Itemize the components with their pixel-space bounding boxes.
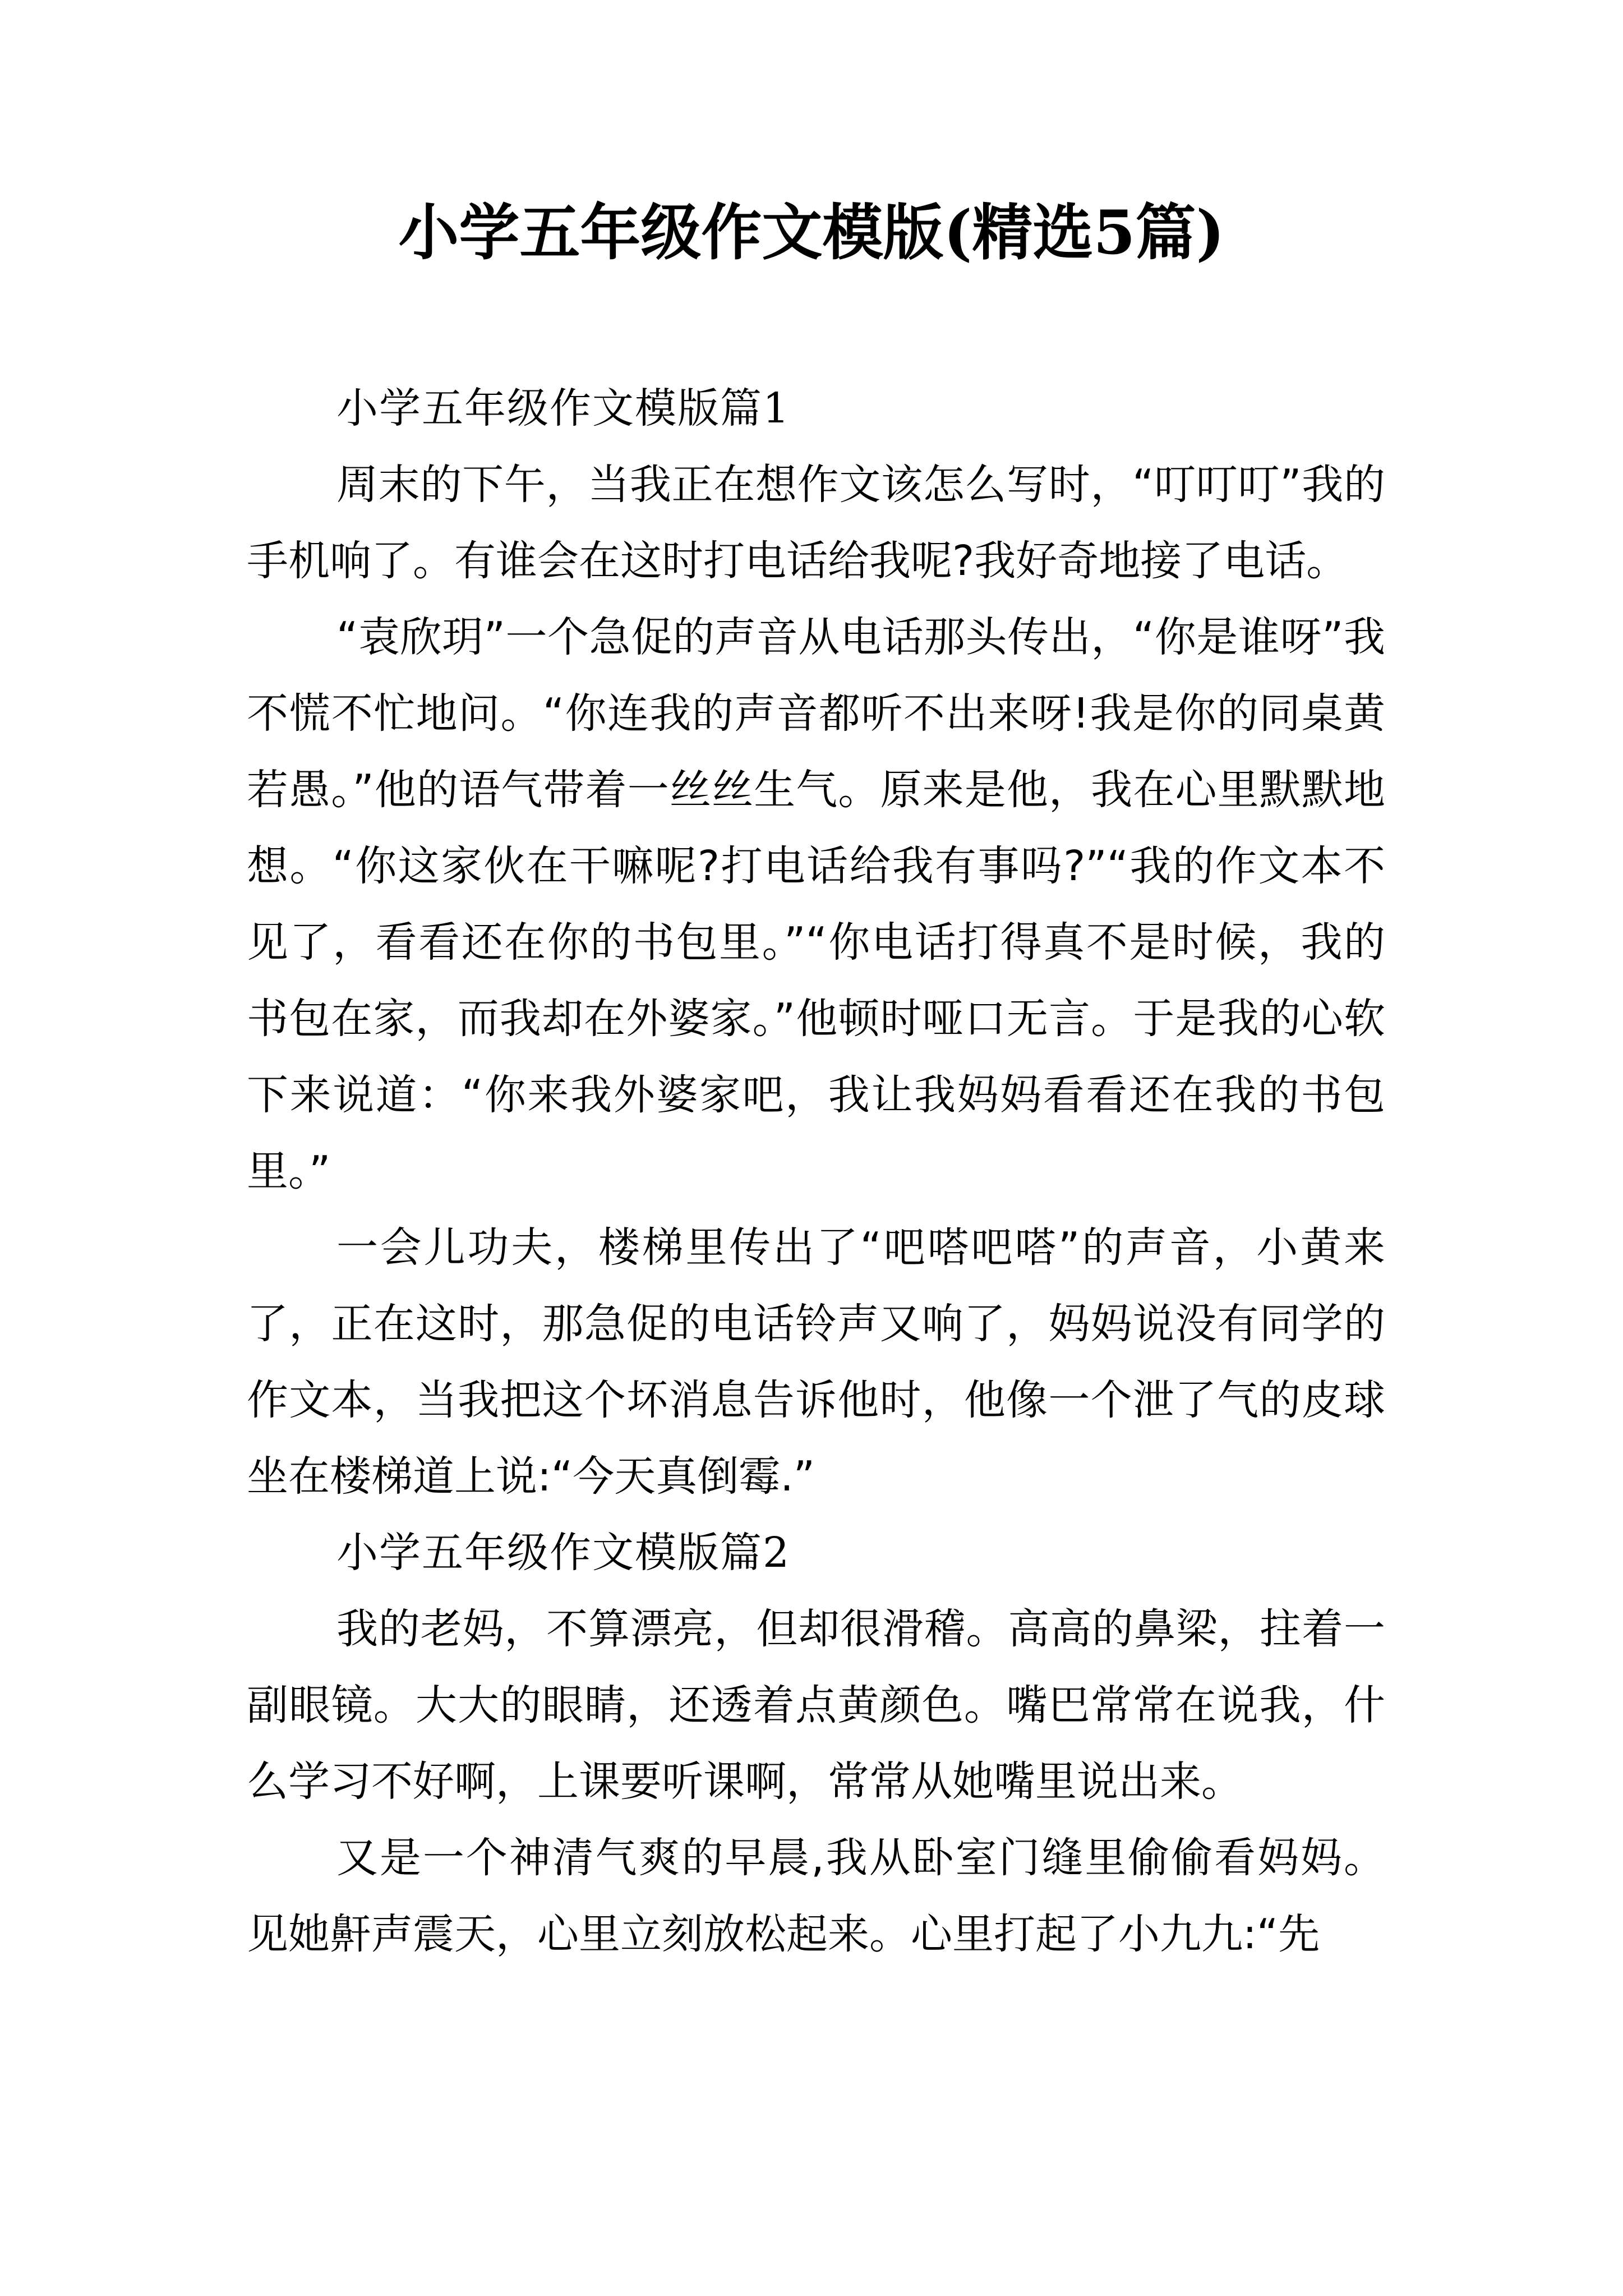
paragraph: “袁欣玥”一个急促的声音从电话那头传出，“你是谁呀”我不慌不忙地问。“你连我的声音都听不出来呀!我是你的同桌黄若愚。”他的语气带着一丝丝生气。原来是他，我在心里默默地想。“你这家伙在干嘛呢?打电话给我有事吗?”“我的作文本不见了，看看还在你的书包里。”“你电话打得真不是时候，我的书包在家，而我却在外婆家。”他顿时哑口无言。于是我的心软下来说道：“你来我外婆家吧，我让我妈妈看看还在我的书包里。”	[247, 613, 1385, 1195]
paragraph: 又是一个神清气爽的早晨,我从卧室门缝里偷偷看妈妈。见她鼾声震天，心里立刻放松起来。心里打起了小九九:“先	[247, 1834, 1385, 1958]
section-heading-1: 小学五年级作文模版篇1	[336, 384, 791, 432]
document-title: 小学五年级作文模版(精选5篇)	[398, 197, 1225, 268]
paragraph: 一会儿功夫，楼梯里传出了“吧嗒吧嗒”的声音，小黄来了，正在这时，那急促的电话铃声又响了，妈妈说没有同学的作文本，当我把这个坏消息告诉他时，他像一个泄了气的皮球坐在楼梯道上说:“今天真倒霉.”	[247, 1223, 1385, 1501]
section-heading-2: 小学五年级作文模版篇2	[336, 1529, 791, 1577]
document-body	[247, 370, 1385, 1972]
paragraph: 我的老妈，不算漂亮，但却很滑稽。高高的鼻梁，拄着一副眼镜。大大的眼睛，还透着点黄颜色。嘴巴常常在说我，什么学习不好啊，上课要听课啊，常常从她嘴里说出来。	[247, 1605, 1385, 1806]
paragraph: 周末的下午，当我正在想作文该怎么写时，“叮叮叮”我的手机响了。有谁会在这时打电话给我呢?我好奇地接了电话。	[247, 461, 1385, 585]
